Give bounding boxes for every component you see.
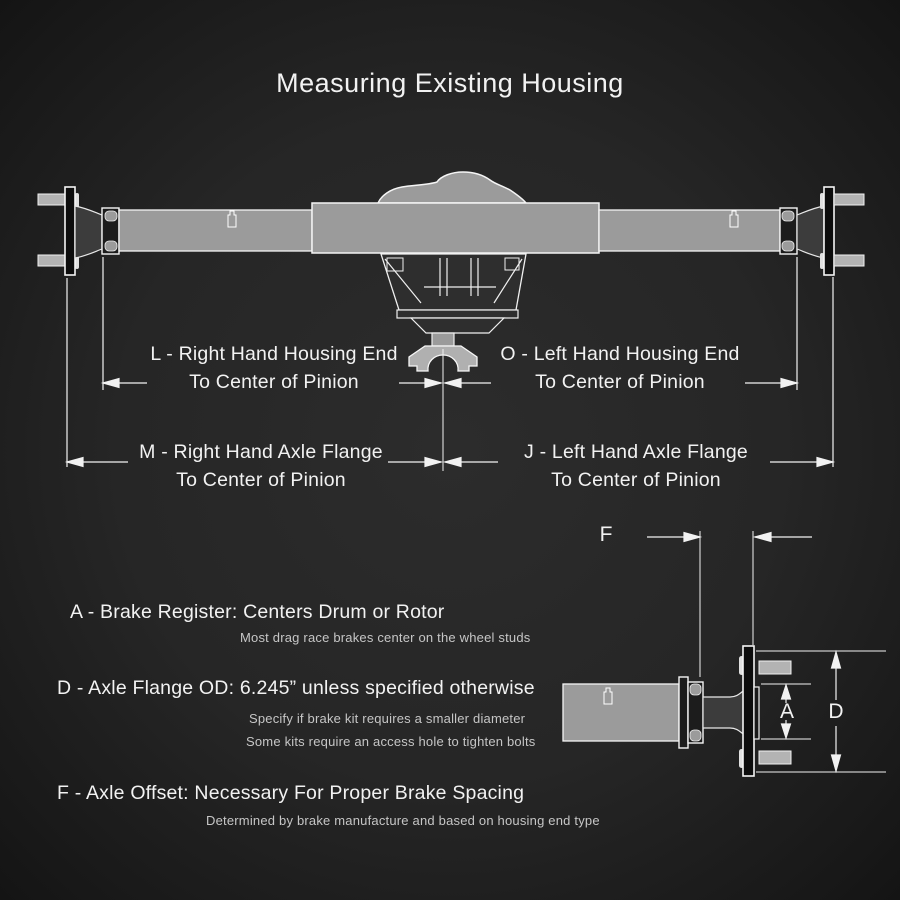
center-section — [312, 203, 599, 253]
note-axle-offset-heading: F - Axle Offset: Necessary For Proper Brake Spacing — [57, 782, 525, 804]
wheel-studs-right — [834, 194, 864, 266]
dim-label-M — [101, 438, 421, 494]
note-brake-register-sub: Most drag race brakes center on the wheel studs — [240, 630, 531, 645]
housing-end-left — [102, 208, 119, 254]
note-flange-od-sub-1: Specify if brake kit requires a smaller diameter — [249, 711, 526, 726]
axle-hub-left — [75, 206, 102, 258]
detail-label-a: A — [779, 700, 794, 723]
dim-label-O-line1: O - Left Hand Housing End — [500, 343, 740, 365]
dim-label-L-line1: L - Right Hand Housing End — [150, 343, 398, 365]
detail-label-d: D — [828, 700, 844, 723]
housing-bulge — [378, 172, 526, 203]
dim-label-J-line2: To Center of Pinion — [551, 469, 721, 491]
note-flange-od-heading: D - Axle Flange OD: 6.245” unless specified otherwise — [57, 677, 535, 699]
detail-brake-register — [754, 687, 759, 739]
axle-hub-right — [797, 206, 824, 258]
axle-tube-left — [119, 210, 312, 251]
dim-label-L — [114, 340, 434, 396]
housing-end-right — [780, 208, 797, 254]
detail-axle-shaft — [703, 689, 747, 736]
wheel-studs-left — [38, 194, 68, 266]
note-axle-offset-sub: Determined by brake manufacture and based on housing end type — [206, 813, 600, 828]
dim-label-L-line2: To Center of Pinion — [189, 371, 359, 393]
dim-label-J — [476, 438, 796, 494]
dim-label-O — [460, 340, 780, 396]
detail-label-f: F — [599, 523, 613, 546]
axle-tube-right — [599, 210, 780, 251]
dim-label-M-line1: M - Right Hand Axle Flange — [139, 441, 383, 463]
differential-case — [381, 254, 526, 333]
detail-housing-end — [679, 677, 703, 748]
note-flange-od-sub-2: Some kits require an access hole to tighten bolts — [246, 734, 536, 749]
note-brake-register-heading: A - Brake Register: Centers Drum or Rotor — [70, 601, 445, 623]
dim-label-O-line2: To Center of Pinion — [535, 371, 705, 393]
dim-label-M-line2: To Center of Pinion — [176, 469, 346, 491]
dim-label-J-line1: J - Left Hand Axle Flange — [524, 441, 748, 463]
detail-axle-tube — [563, 684, 679, 741]
page-title: Measuring Existing Housing — [276, 68, 624, 98]
